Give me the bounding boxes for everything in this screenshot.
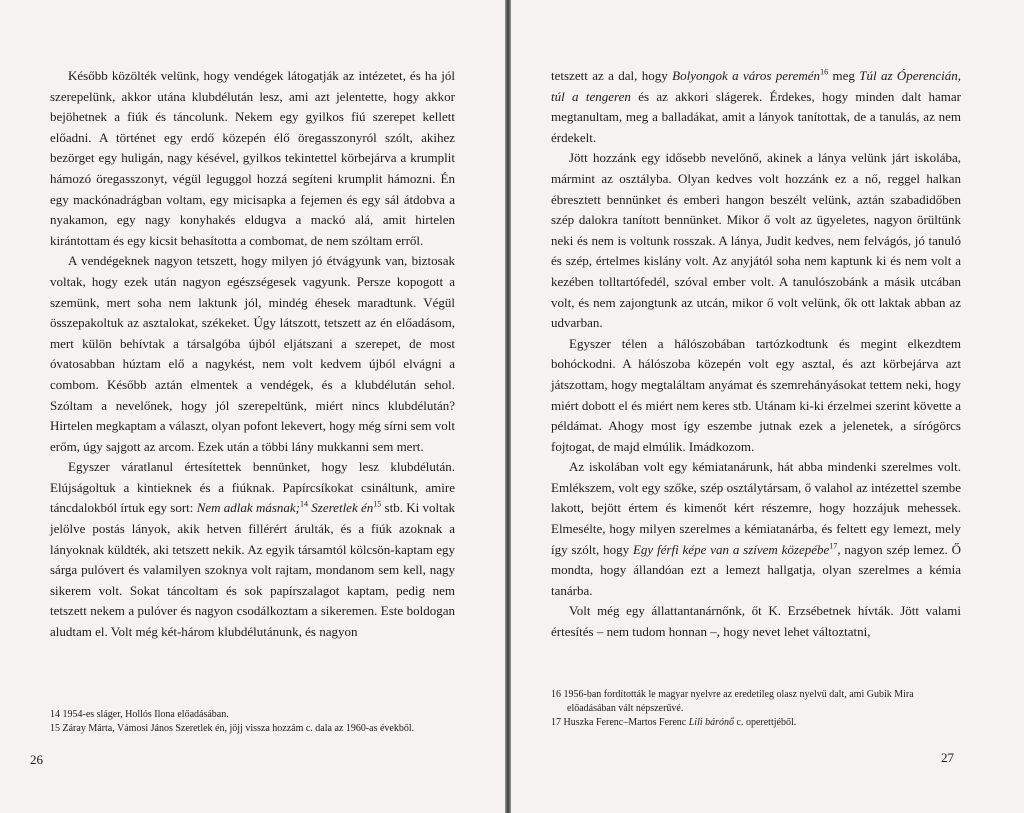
song-title: Túl az Óperencián, túl a tengeren <box>551 68 962 104</box>
footnote-ref: 15 <box>373 500 382 510</box>
right-body-text <box>551 66 961 643</box>
paragraph: A vendégeknek nagyon tetszett, hogy milyen jó étvágyunk van, biztosak voltak, hogy ezek után nagyon egészségesek vagyunk. Persze kopogott a szemünk, mert soha nem laktunk jól, mindég éhesek maradtunk. Végül összepakoltuk az asztalokat, székeket. Úgy látszott, tetszett az én előadásom, mert külön behívtak a társalgóba újból eljátszani a szerepet, de most óvatosabban húztam elő a nagykést, nem volt kedvem újból elvágni a combom. Később aztán elmentek a vendégek, és a klubdélután sehol. Szóltam a nevelőnek, hogy jól szerepeltünk, miért nincs klubdélután? Hirtelen megkaptam a választ, olyan pofont lekevert, hogy még sírni sem volt erőm, úgy sajgott az arcom. Ezek után a többi lány mukkanni sem mert. <box>50 253 455 454</box>
paragraph: Később közölték velünk, hogy vendégek látogatják az intézetet, és ha jól szerepelünk, akkor utána klubdélután lesz, ami azt jelentette, hogy akkor bejöhetnek a fiúk és táncolunk. Nekem egy gyilkos fiú szerepet kellett előadni. A történet egy erdő közepén élő öregasszonyról szólt, akihez bezörget egy huligán, nagy késével, gyilkos tekintettel körbejárva a krumplit hámozó öregasszonyt, végül leguggol hozzá segíteni krumplit hámozni. Én egy mackónadrágban voltam, egy micisapka a fejemen és egy sál átdobva a nyakamon, egy nagy konyhakés eldugva a mackó alá, amit hirtelen kirántottam és egy kicsit behasította a combomat, de nem szóltam erről. <box>50 68 455 248</box>
footnote: 15 Záray Márta, Vámosi János Szeretlek én, jöjj vissza hozzám c. dala az 1960-as évekből. <box>50 723 415 734</box>
paragraph: tetszett az a dal, hogy Bolyongok a város peremén$^{16}$ meg Túl az Óperencián, túl a tengeren és az akkori slágerek. Érdekes, hogy minden dalt hamar megtanultam, meg a balladákat, amit a lányok tanítottak, de a tanulás, az nem érdekelt. <box>551 67 962 145</box>
left-footnotes <box>50 708 455 736</box>
song-title: Bolyongok a város peremén <box>672 68 821 83</box>
page-number: 26 <box>30 752 43 767</box>
right-page <box>511 0 1024 813</box>
paragraph: Az iskolában volt egy kémiatanárunk, hát abba mindenki szerelmes volt. Emlékszem, volt egy szőke, szép osztálytársam, ő valahol az intézettel szembe lakott, bejött értem és kimenőt kért részemre, hogy hozzájuk mehessek. Elmesélte, hogy milyen szerelmes a kémiatanárba, és feltett egy lemezt, mely így szólt, hogy Egy férfi képe van a szívem közepébe$^{17}$, nagyon szép lemez. Ő mondta, hogy állandóan ezt a lemezt hallgatja, olyan szerelmes a kémia tanárba. <box>551 459 961 598</box>
footnote-ref: 17 <box>829 541 838 551</box>
footnote-ref: 14 <box>300 500 308 510</box>
song-title: Szeretlek én <box>311 500 374 516</box>
song-title: Nem adlak másnak; <box>196 500 300 516</box>
footnote: 14 1954-es sláger, Hollós Ilona előadásában. <box>50 709 229 720</box>
paragraph: Egyszer váratlanul értesítettek bennünket, hogy lesz klubdélután. Elújságoltuk a kintieknek és a fiúknak. Papírcsíkokat csináltunk, amire táncdalokból írtuk egy sort: Nem adlak másnak;$^{14}$ Szeretlek $én^{15}$ stb. Ki voltak jelölve postás lányok, akik hetven fillérért árulták, és a fiúk azoknak a lányoknak küldték, aki tetszett nekik. Az egyik társamtól kölcsön-kaptam egy sárga pulóvert és valamilyen szoknya volt rajtam, mondanom sem kell, nagy sikerem volt. Sokat táncoltam és sok papírszalagot kaptam, pedig nem tetszett nekem a pulóver és nagyon csodálkoztam a sikeremen. Este boldogan aludtam el. Volt még két-három klubdélutánunk, és nagyon <box>50 459 456 640</box>
paragraph: Egyszer télen a hálószobában tartózkodtunk és megint elkezdtem bohóckodni. A hálószoba közepén volt egy asztal, és azt körbejárva azt játszottam, hogy megtaláltam anyámat és szemrehányásokat tettem neki, hogy miért dobott el és miért nem keres stb. Utánam ki-ki érzelmei szerint követte a példámat. Ahogy most így eszembe jutnak ezek a jelenetek, a sírógörcs fojtogat, de majd elmúlik. Imádkozom. <box>551 335 961 454</box>
page-number: 27 <box>941 750 954 765</box>
left-body-text <box>50 66 455 643</box>
footnote: 17 Huszka Ferenc–Martos Ferenc Lili bárónő c. operettjéből. <box>551 717 797 728</box>
footnote-ref: 16 <box>820 67 829 77</box>
left-page <box>0 0 505 813</box>
song-title: Egy férfi képe van a szívem közepébe <box>632 541 830 557</box>
paragraph: Jött hozzánk egy idősebb nevelőnő, akinek a lánya velünk járt iskolába, mármint az osztályba. Olyan kedves volt hozzánk ez a nő, reggel halkan ébresztett bennünket és emberi hangon beszélt velünk, aztán szabadidőben szép dalokra tanított bennünket. Mikor ő volt az ügyeletes, nagyon örültünk neki és nem is voltunk rosszak. A lánya, Judit kedves, nem felvágós, jó tanuló és szép, értelmes kislány volt. Az anyjától soha nem kaptunk ki és nem volt a kezében tolltartófedél, szóval ember volt. A tanulószobánk a másik utcában volt, és nem zajongtunk az utcán, mikor ő volt velünk, ők ott laktak abban az udvarban. <box>551 150 961 331</box>
right-footnotes <box>551 688 961 730</box>
paragraph: Volt még egy állattantanárnőnk, őt K. Erzsébetnek hívták. Jött valami értesítés – nem tudom honnan –, hogy nevet lehet változtatni, <box>551 603 961 640</box>
footnote: 16 1956-ban fordították le magyar nyelvre az eredetileg olasz nyelvű dalt, ami Gubik Mira előadásában vált népszerűvé. <box>551 689 914 714</box>
